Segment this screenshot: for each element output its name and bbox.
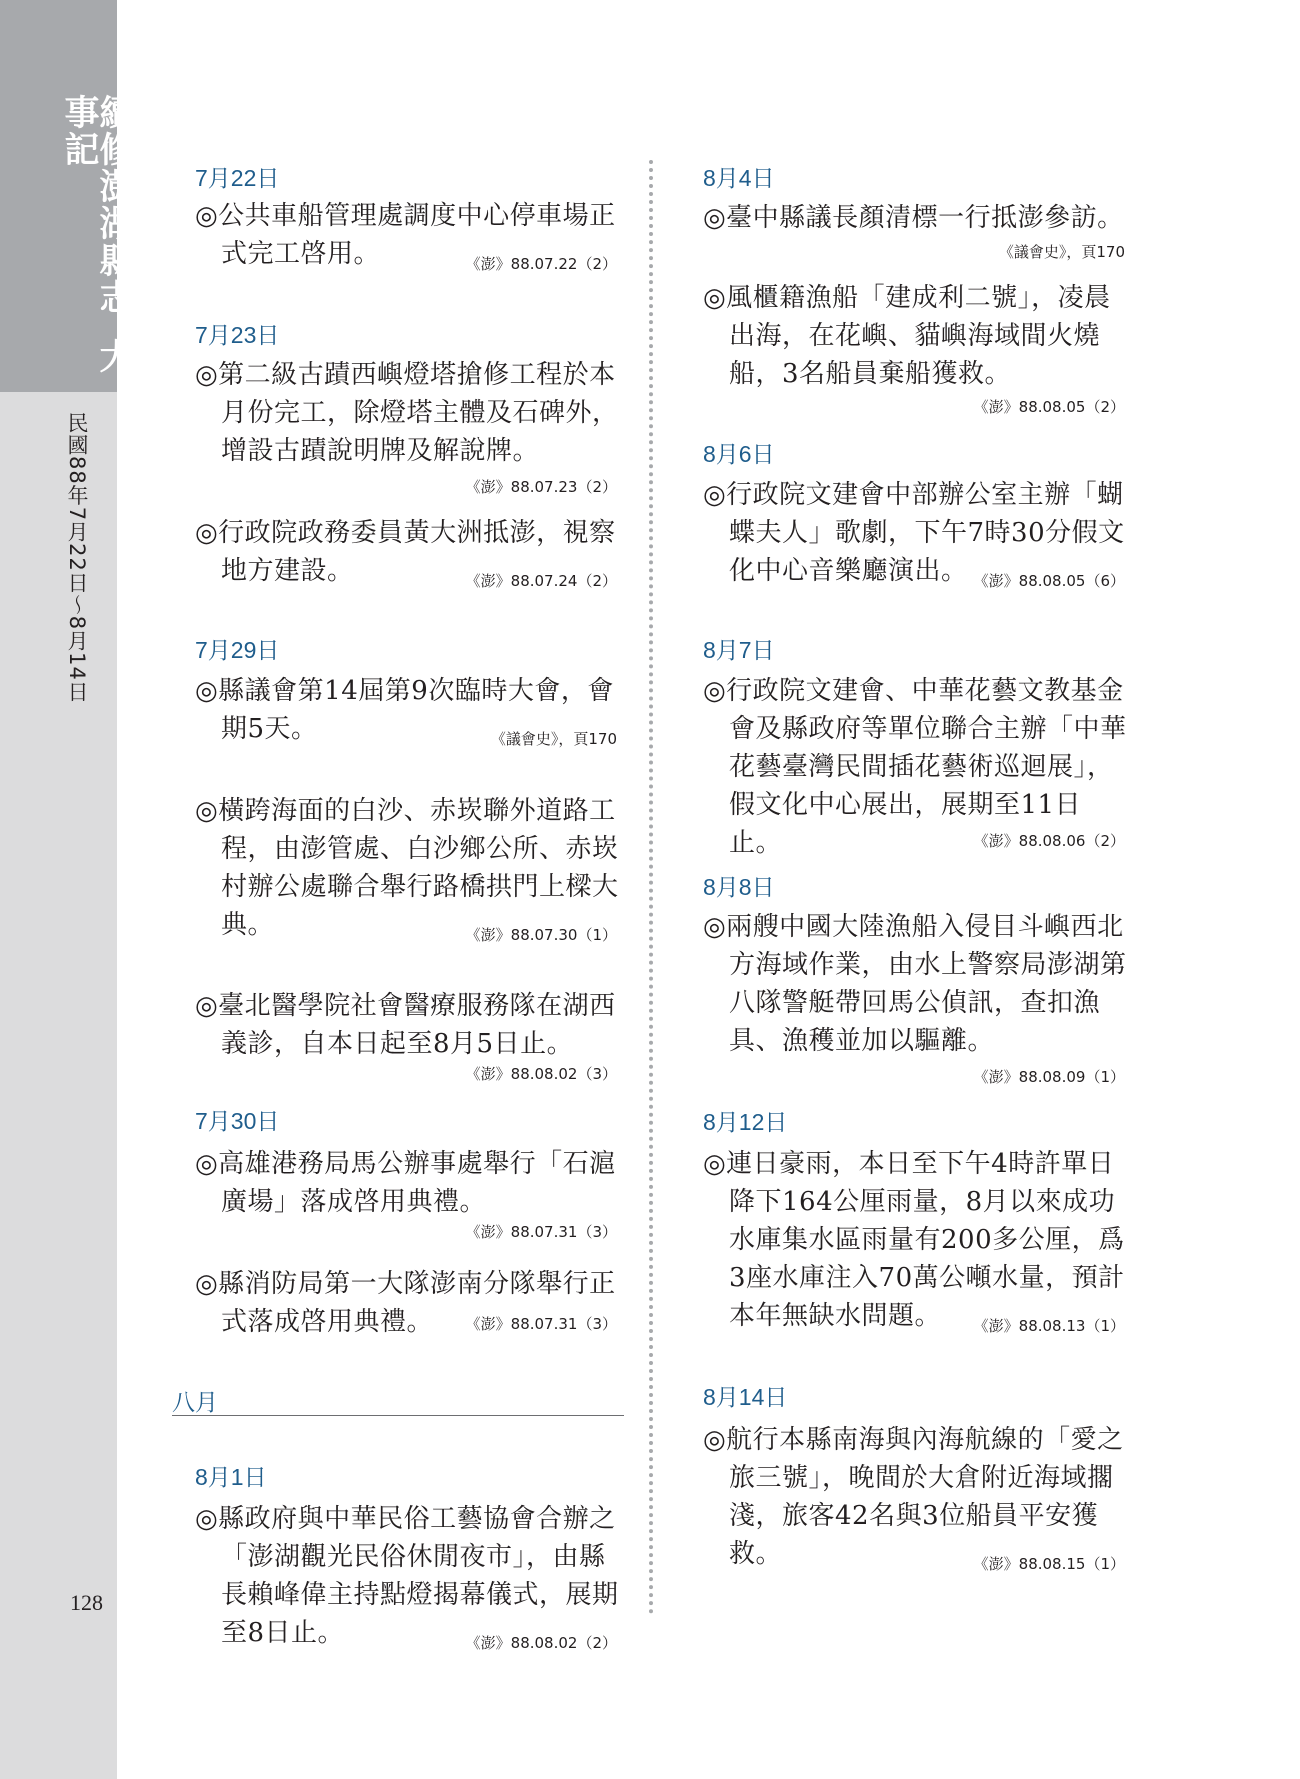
date-heading: 8月14日 (703, 1384, 788, 1410)
event-text: ◎風櫃籍漁船「建成利二號」，凌晨出海，在花嶼、貓嶼海域間火燒船，3名船員棄船獲救。 (703, 283, 1111, 389)
event-text: ◎第二級古蹟西嶼燈塔搶修工程於本月份完工，除燈塔主體及石碑外，增設古蹟說明牌及解說牌。 (195, 360, 619, 466)
date-heading: 8月12日 (703, 1109, 788, 1135)
event-text: ◎臺北醫學院社會醫療服務隊在湖西義診，自本日起至8月5日止。 (195, 991, 616, 1059)
source-citation: 《澎》88.07.22（2） (465, 255, 617, 273)
event-text: ◎連日豪雨，本日至下午4時許單日降下164公厘雨量，8月以來成功水庫集水區雨量有200多公厘，爲3座水庫注入70萬公噸水量，預計本年無缺水問題。 (703, 1149, 1125, 1331)
event-text: ◎高雄港務局馬公辦事處舉行「石滬廣場」落成啓用典禮。 (195, 1149, 616, 1217)
event-text: ◎縣消防局第一大隊澎南分隊舉行正式落成啓用典禮。 (195, 1269, 616, 1337)
event-entry (195, 356, 625, 496)
event-entry (703, 1145, 1133, 1335)
event-text: ◎航行本縣南海與內海航線的「愛之旅三號」，晚間於大倉附近海域擱淺，旅客42名與3位船員平安獲救。 (703, 1425, 1124, 1569)
source-citation: 《澎》88.08.05（6） (973, 572, 1125, 590)
source-citation: 《澎》88.08.02（2） (465, 1634, 617, 1652)
chapter-date-range: 民國88年7月22日～8月14日 (65, 412, 89, 703)
source-citation: 《澎》88.08.09（1） (973, 1068, 1125, 1086)
event-entry (195, 197, 625, 273)
event-entry (703, 279, 1133, 419)
page-number: 128 (70, 1590, 103, 1615)
event-text: ◎橫跨海面的白沙、赤崁聯外道路工程，由澎管處、白沙鄉公所、赤崁村辦公處聯合舉行路橋拱門上樑大典。 (195, 796, 619, 940)
event-entry (195, 987, 625, 1082)
event-entry (195, 1265, 625, 1341)
event-text: ◎行政院政務委員黃大洲抵澎，視察地方建設。 (195, 518, 616, 586)
event-text: ◎臺中縣議長顏清標一行抵澎參訪。 (703, 203, 1124, 233)
sidebar (0, 0, 135, 1779)
month-heading-rule (172, 1415, 624, 1416)
source-citation: 《澎》88.07.31（3） (465, 1223, 617, 1241)
event-text: ◎縣政府與中華民俗工藝協會合辦之「澎湖觀光民俗休閒夜市」，由縣長賴峰偉主持點燈揭幕儀式，展期至8日止。 (195, 1504, 619, 1648)
month-heading: 八月 (172, 1389, 218, 1415)
event-entry (195, 792, 625, 944)
event-text: ◎行政院文建會中部辦公室主辦「蝴蝶夫人」歌劇，下午7時30分假文化中心音樂廳演出。 (703, 480, 1125, 586)
source-citation: 《澎》88.07.23（2） (465, 478, 617, 496)
event-entry (703, 672, 1133, 858)
event-text: ◎兩艘中國大陸漁船入侵目斗嶼西北方海域作業，由水上警察局澎湖第八隊警艇帶回馬公偵訊，查扣漁具、漁穫並加以驅離。 (703, 912, 1127, 1056)
event-entry (195, 1500, 625, 1652)
event-text: ◎縣議會第14屆第9次臨時大會，會期5天。 (195, 676, 614, 744)
source-citation: 《澎》88.07.24（2） (465, 572, 617, 590)
source-citation: 《澎》88.07.30（1） (465, 926, 617, 944)
date-heading: 8月1日 (195, 1464, 267, 1490)
event-entry (703, 1421, 1133, 1573)
source-citation: 《澎》88.08.02（3） (465, 1065, 617, 1083)
source-citation: 《澎》88.08.13（1） (973, 1317, 1125, 1335)
date-heading: 8月4日 (703, 165, 775, 191)
event-entry (703, 908, 1133, 1086)
source-citation: 《澎》88.08.05（2） (973, 398, 1125, 416)
date-heading: 7月30日 (195, 1108, 280, 1134)
book-title-section: 大事記 (59, 94, 135, 375)
source-citation: 《澎》88.08.06（2） (973, 832, 1125, 850)
event-text: ◎行政院文建會、中華花藝文教基金會及縣政府等單位聯合主辦「中華花藝臺灣民間插花藝術巡迴展」，假文化中心展出，展期至11日止。 (703, 676, 1127, 858)
date-heading: 7月22日 (195, 165, 280, 191)
source-citation: 《澎》88.07.31（3） (465, 1315, 617, 1333)
date-heading: 7月23日 (195, 322, 280, 348)
event-entry (195, 1145, 625, 1240)
date-heading: 7月29日 (195, 637, 280, 663)
source-citation: 《議會史》，頁170 (490, 730, 617, 748)
date-heading: 8月6日 (703, 441, 775, 467)
column-divider (649, 160, 653, 1615)
event-entry (703, 199, 1133, 275)
event-entry (195, 672, 625, 748)
date-heading: 8月8日 (703, 874, 775, 900)
source-citation: 《議會史》，頁170 (998, 243, 1125, 261)
sidebar-title-band (0, 0, 135, 392)
event-entry (703, 476, 1133, 590)
book-title-main: 續修澎湖縣志 (94, 94, 135, 316)
book-title (59, 94, 135, 392)
event-entry (195, 514, 625, 590)
source-citation: 《澎》88.08.15（1） (973, 1555, 1125, 1573)
date-heading: 8月7日 (703, 637, 775, 663)
event-text: ◎公共車船管理處調度中心停車場正式完工啓用。 (195, 201, 616, 269)
